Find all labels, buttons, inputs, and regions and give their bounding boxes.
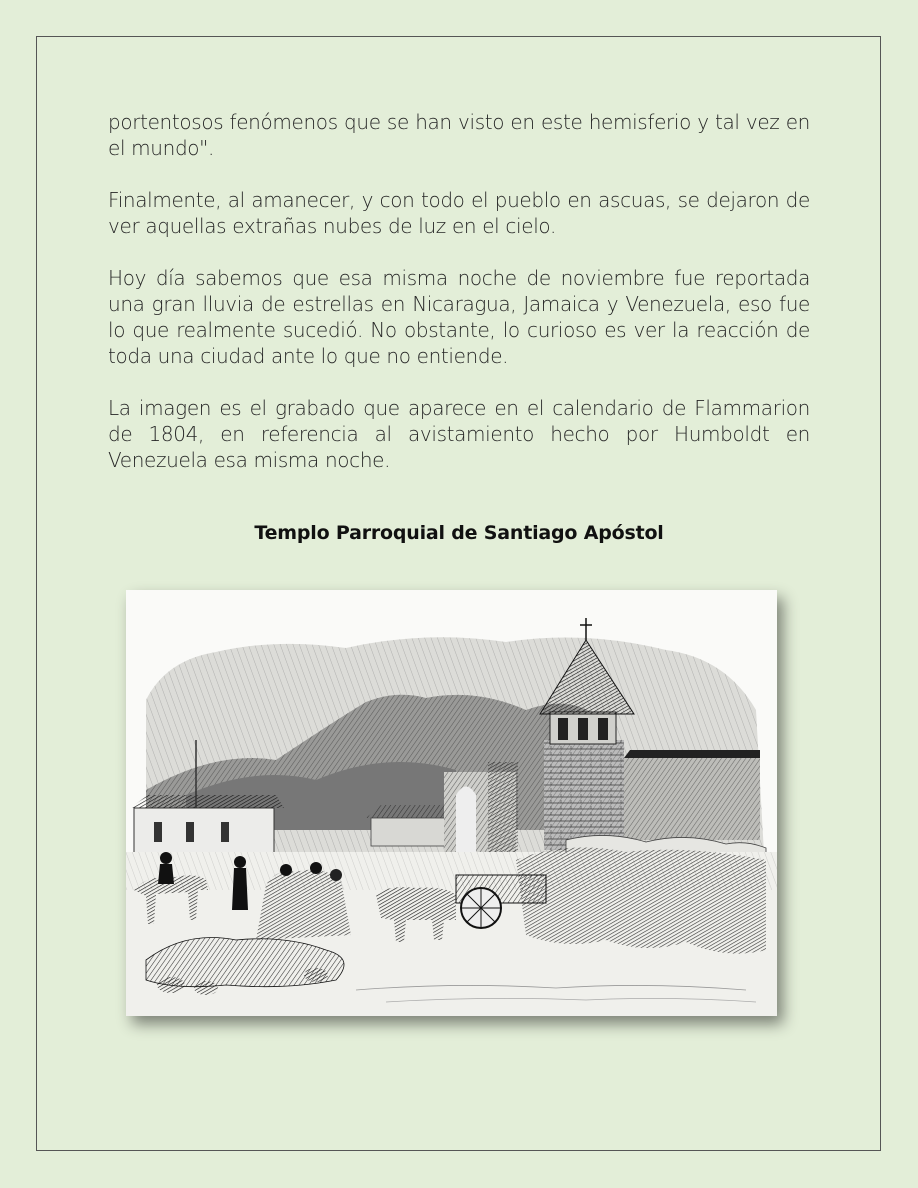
engraving-image	[126, 590, 777, 1016]
paragraph-2: Finalmente, al amanecer, y con todo el pueblo en ascuas, se dejaron de ver aquellas extrañas nubes de luz en el cielo.	[108, 188, 810, 238]
body-text	[108, 109, 810, 499]
paragraph-3: Hoy día sabemos que esa misma noche de noviembre fue reportada una gran lluvia de estrellas en Nicaragua, Jamaica y Venezuela, eso fue lo que realmente sucedió. No obstante, lo curioso es ver la reacción de toda una ciudad ante lo que no entiende.	[108, 266, 810, 368]
engraving-illustration	[126, 590, 777, 1016]
image-caption: Templo Parroquial de Santiago Apóstol	[254, 522, 664, 544]
paragraph-1: portentosos fenómenos que se han visto en este hemisferio y tal vez en el mundo".	[108, 110, 810, 160]
paragraph-4: La imagen es el grabado que aparece en el calendario de Flammarion de 1804, en referencia al avistamiento hecho por Humboldt en Venezuela esa misma noche.	[108, 396, 810, 472]
